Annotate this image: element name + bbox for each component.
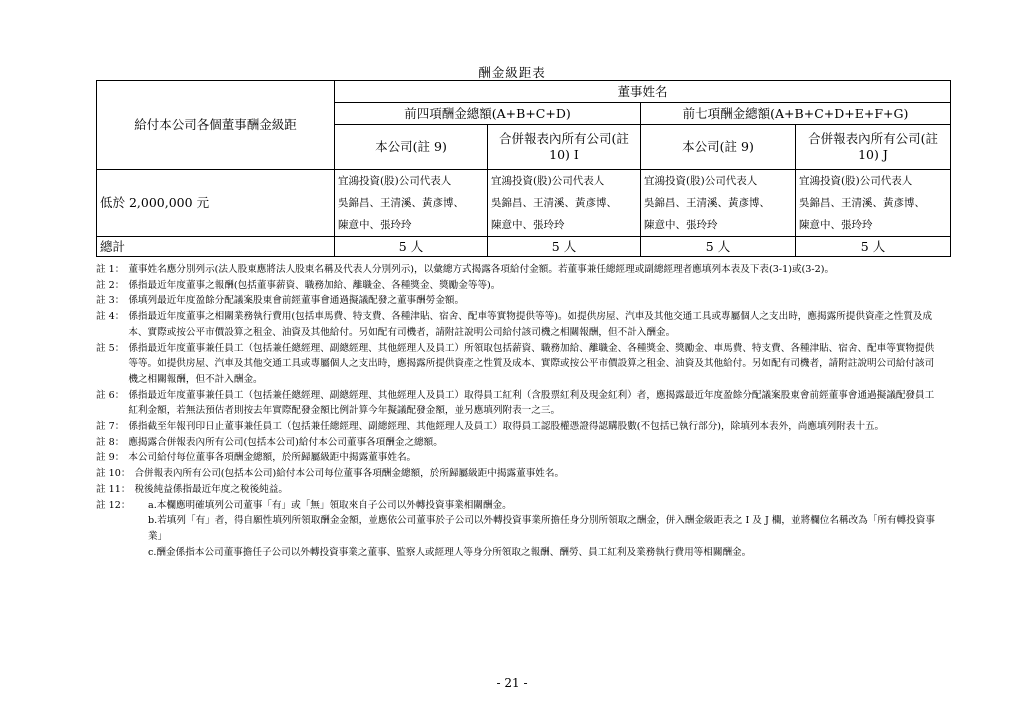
footnote (96, 482, 942, 498)
footnote-text: 係指最近年度董事兼任員工（包括兼任總經理、副總經理、其他經理人及員工）所領取包括薪資、職務加給、離職金、各種獎金、獎勵金、車馬費、特支費、各種津貼、宿舍、配車等實物提供等等。如提供房屋、汽車及其他交通工具或專屬個人之支出時，應揭露所提供資產之性質及成本、實際或按公平市價設算之租金、油資及其他給付。另如配有司機者，請附註說明公司給付該司機之相關報酬，但不計入酬金。 (128, 342, 935, 385)
col-consolidated-a-header: 合併報表內所有公司(註 10) I (488, 125, 641, 170)
footnote-label: 註 11： (96, 483, 131, 495)
footnote-label: 註 5： (96, 342, 125, 354)
names-line: 吳錦昌、王清溪、黃彥博、 (338, 197, 464, 209)
footnote-text: 係指截至年報刊印日止董事兼任員工（包括兼任總經理、副總經理、其他經理人及員工）取得員工認股權憑證得認購股數(不包括已執行部分)，除填列本表外，尚應填列附表十五。 (128, 421, 885, 433)
footnote (96, 341, 942, 388)
footnote-12-b: b.若填列「有」者，得自願性填列所領取酬金金額，並應依公司董事於子公司以外轉投資事業所擔任身分別所領取之酬金，併入酬金級距表之 I 及 J 欄，並將欄位名稱改為「所有轉投資事業」 (148, 515, 935, 542)
footnote-12 (96, 498, 942, 561)
footnote-label: 註 12： (96, 499, 131, 511)
footnote-text: 係指最近年度董事之相關業務執行費用(包括車馬費、特支費、各種津貼、宿舍、配車等實物提供等等)。如提供房屋、汽車及其他交通工具或專屬個人之支出時，應揭露所提供資產之性質及成本、實際或按公平市價設算之租金、油資及其他給付。另如配有司機者，請附註說明公司給付該司機之相關報酬，但不計入酬金。 (128, 311, 933, 338)
col-consolidated-b-header: 合併報表內所有公司(註 10) J (796, 125, 951, 170)
names-line: 陳意中、張玲玲 (799, 219, 873, 231)
footnote (96, 450, 942, 466)
col-company-b-header: 本公司(註 9) (641, 125, 796, 170)
footnote (96, 309, 942, 340)
footnote-label: 註 2： (96, 279, 125, 291)
group-b-header: 前七項酬金總額(A+B+C+D+E+F+G) (641, 103, 951, 125)
footnote-12-a: a.本欄應明確填列公司董事「有」或「無」領取來自子公司以外轉投資事業相關酬金。 (148, 499, 512, 511)
footnote-text: 應揭露合併報表內所有公司(包括本公司)給付本公司董事各項酬金之總額。 (128, 436, 443, 448)
footnote-label: 註 6： (96, 389, 125, 401)
names-line: 宜鴻投資(股)公司代表人 (338, 175, 452, 187)
footnote (96, 262, 942, 278)
footnote-label: 註 9： (96, 452, 125, 464)
footnote-text: 係指最近年度董事之報酬(包括董事薪資、職務加給、離職金、各種獎金、獎勵金等等)。 (128, 279, 501, 291)
footnote-12-items (148, 498, 942, 561)
names-line: 吳錦昌、王清溪、黃彥博、 (491, 197, 617, 209)
total-value: 5 人 (796, 237, 951, 257)
footnote (96, 419, 942, 435)
names-line: 宜鴻投資(股)公司代表人 (491, 175, 605, 187)
total-label: 總計 (97, 237, 335, 257)
footnote (96, 293, 942, 309)
footnote (96, 278, 942, 294)
total-value: 5 人 (488, 237, 641, 257)
names-line: 宜鴻投資(股)公司代表人 (799, 175, 913, 187)
names-cell (488, 170, 641, 237)
footnote-text: 董事姓名應分別列示(法人股東應將法人股東名稱及代表人分別列示)，以彙總方式揭露各項給付金額。若董事兼任總經理或副總經理者應填列本表及下表(3-1)或(3-2)。 (128, 264, 835, 275)
names-cell (796, 170, 951, 237)
footnote-text: 係指最近年度董事兼任員工（包括兼任總經理、副總經理、其他經理人及員工）取得員工紅利（含股票紅利及現金紅利）者，應揭露最近年度盈餘分配議案股東會前經董事會通過擬議配發員工紅利金額，若無法預估者則按去年實際配發金額比例計算今年擬議配發金額，並另應填列附表一之三。 (128, 389, 935, 417)
footnote (96, 388, 942, 419)
group-a-header: 前四項酬金總額(A+B+C+D) (335, 103, 641, 125)
footnote-text: 稅後純益係指最近年度之稅後純益。 (134, 483, 288, 495)
footnotes (96, 262, 942, 560)
names-line: 陳意中、張玲玲 (491, 219, 565, 231)
names-line: 宜鴻投資(股)公司代表人 (644, 175, 758, 187)
row-header-cell: 給付本公司各個董事酬金級距 (97, 81, 335, 170)
names-cell (641, 170, 796, 237)
footnote-label: 註 8： (96, 436, 125, 448)
names-cell (335, 170, 488, 237)
director-names-header: 董事姓名 (335, 81, 951, 103)
remuneration-bracket-table (96, 80, 951, 257)
page-title: 酬金級距表 (478, 65, 546, 80)
page-number: - 21 - (496, 676, 528, 690)
names-line: 吳錦昌、王清溪、黃彥博、 (644, 197, 770, 209)
footnote-text: 合併報表內所有公司(包括本公司)給付本公司每位董事各項酬金總額，於所歸屬級距中揭露董事姓名。 (134, 468, 565, 480)
footnote (96, 435, 942, 451)
total-value: 5 人 (641, 237, 796, 257)
bracket-label: 低於 2,000,000 元 (97, 170, 335, 237)
footnote (96, 466, 942, 482)
footnote-12-c: c.酬金係指本公司董事擔任子公司以外轉投資事業之董事、監察人或經理人等身分所領取之報酬、酬勞、員工紅利及業務執行費用等相關酬金。 (148, 546, 752, 558)
footnote-text: 本公司給付每位董事各項酬金總額，於所歸屬級距中揭露董事姓名。 (128, 452, 417, 464)
col-company-a-header: 本公司(註 9) (335, 125, 488, 170)
footnote-label: 註 4： (96, 311, 125, 323)
footnote-label: 註 1： (96, 264, 125, 275)
total-value: 5 人 (335, 237, 488, 257)
footnote-label: 註 10： (96, 468, 131, 480)
footnote-label: 註 3： (96, 295, 125, 307)
names-line: 吳錦昌、王清溪、黃彥博、 (799, 197, 925, 209)
names-line: 陳意中、張玲玲 (338, 219, 412, 231)
names-line: 陳意中、張玲玲 (644, 219, 718, 231)
footnote-text: 係填列最近年度盈餘分配議案股東會前經董事會通過擬議配發之董事酬勞金額。 (128, 295, 465, 307)
footnote-label: 註 7： (96, 421, 125, 433)
